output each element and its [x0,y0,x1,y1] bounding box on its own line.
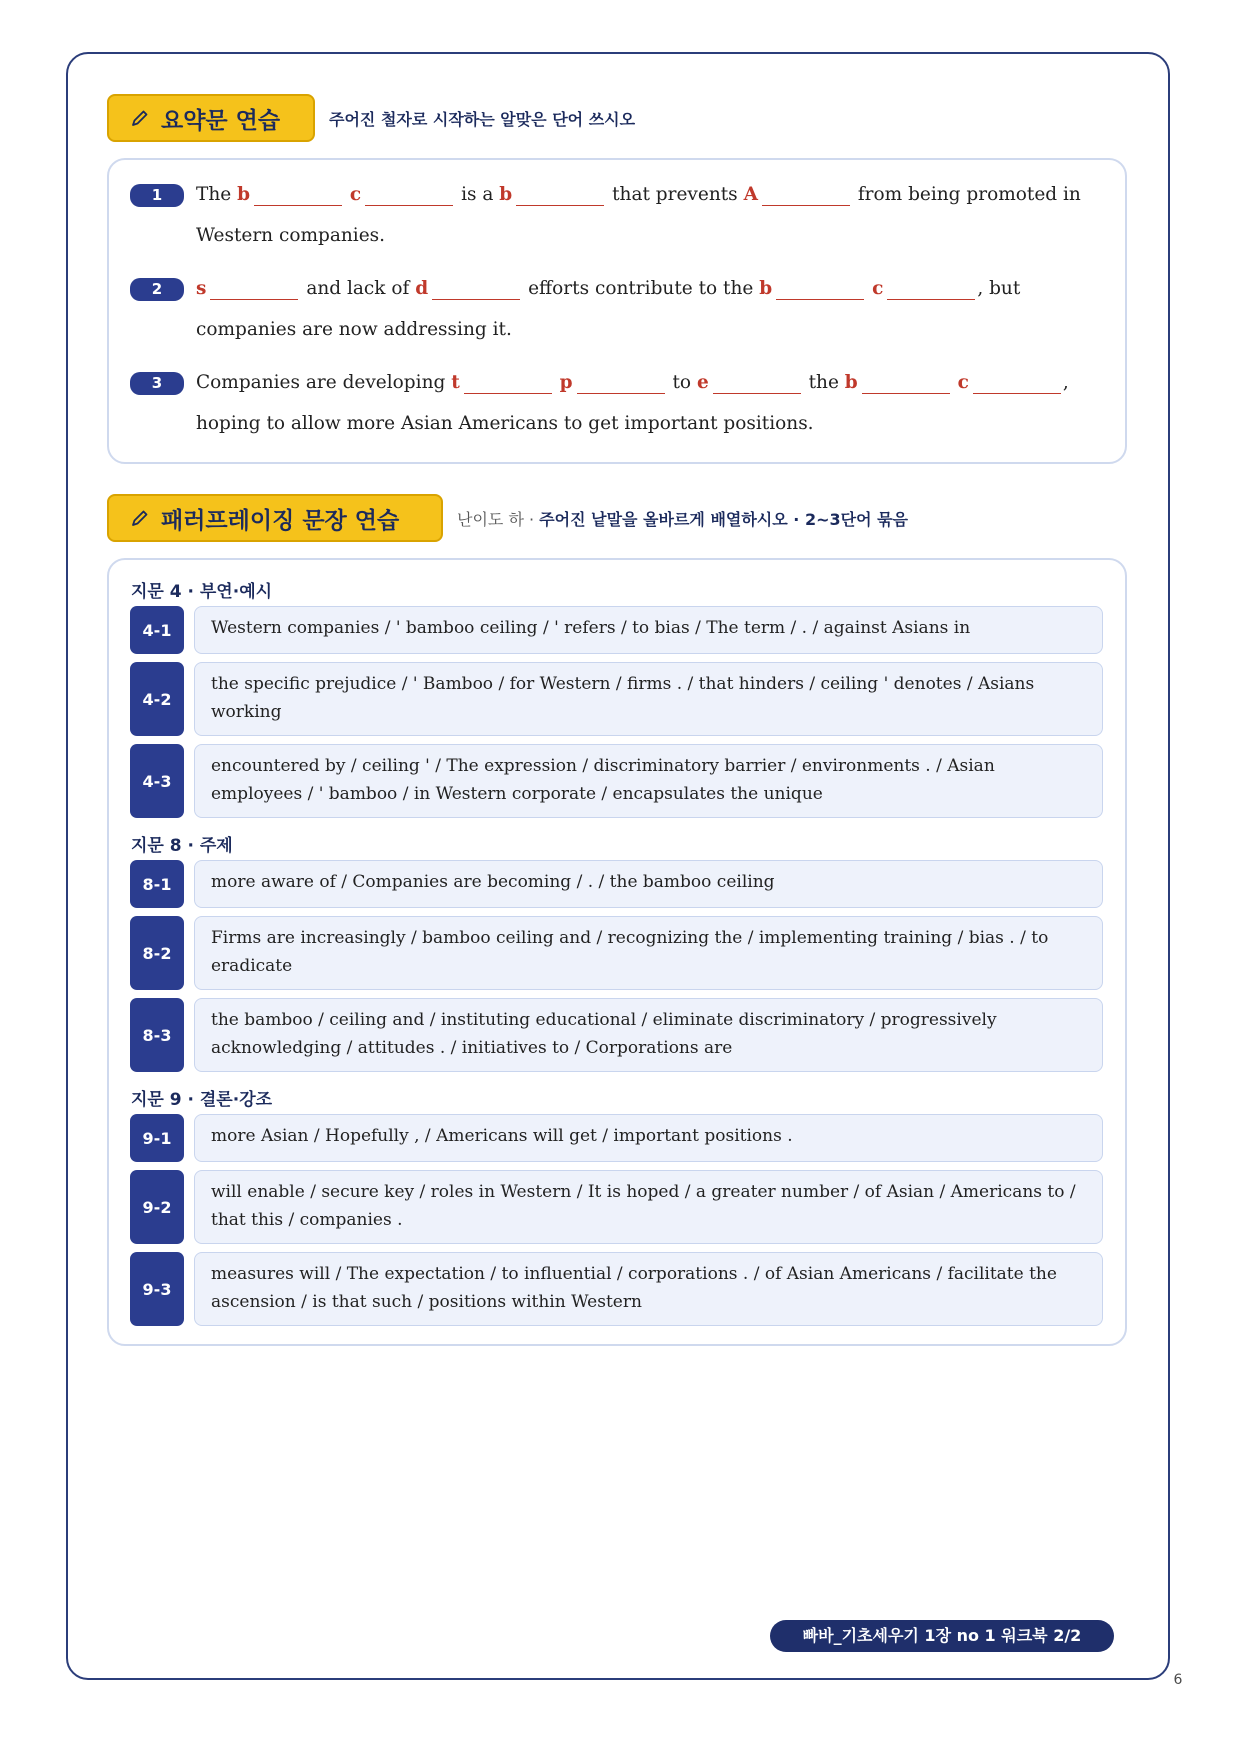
paraphrase-row-8-3 [130,998,1103,1072]
row-number: 9-2 [130,1170,184,1244]
hint-letter: d [415,278,429,299]
word-chunks: the specific prejudice / ' Bamboo / for Western / firms . / that hinders / ceiling ' denotes / Asians working [194,662,1103,736]
hint-letter: c [872,278,884,299]
word-chunks: encountered by / ceiling ' / The expression / discriminatory barrier / environments . / Asian employees / ' bamboo / in Western corporate / encapsulates the unique [194,744,1103,818]
word-chunks: measures will / The expectation / to influential / corporations . / of Asian Americans / facilitate the ascension / is that such / positions within Western [194,1252,1103,1326]
summary-sentence [196,362,1115,444]
page-number: 6 [1173,1672,1183,1688]
pencil-icon [131,109,149,127]
sentence-text: the [808,372,845,393]
passage-label: 지문 8 · 주제 [131,836,233,856]
paraphrase-section-tag [107,494,443,542]
row-number: 8-2 [130,916,184,990]
answer-blank[interactable] [365,183,453,206]
workbook-footer-label: 빠바_기초세우기 1장 no 1 워크북 2/2 [770,1620,1114,1652]
answer-blank[interactable] [577,371,665,394]
row-number: 9-1 [130,1114,184,1162]
word-chunks: Western companies / ' bamboo ceiling / ' refers / to bias / The term / . / against Asians in [194,606,1103,654]
row-number: 9-3 [130,1252,184,1326]
item-number: 1 [130,184,184,207]
answer-blank[interactable] [516,183,604,206]
answer-blank[interactable] [432,277,520,300]
passage-label: 지문 4 · 부연·예시 [131,582,273,602]
summary-item-2 [130,276,1115,350]
hint-letter: A [743,184,758,205]
hint-letter: s [196,278,207,299]
answer-blank[interactable] [776,277,864,300]
word-chunks: Firms are increasingly / bamboo ceiling and / recognizing the / implementing training / bias . / to eradicate [194,916,1103,990]
word-chunks: more Asian / Hopefully , / Americans will get / important positions . [194,1114,1103,1162]
answer-blank[interactable] [713,371,801,394]
sentence-text: efforts contribute to the [528,278,760,299]
sentence-text: , hoping to allow more Asian Americans to get important positions. [196,372,1069,434]
paraphrase-row-9-3 [130,1252,1103,1326]
sentence-text: , but companies are now addressing it. [196,278,1021,340]
hint-letter: b [759,278,773,299]
summary-section-header [107,94,635,142]
summary-instruction: 주어진 철자로 시작하는 알맞은 단어 쓰시오 [329,109,636,129]
paraphrase-instruction [457,507,908,530]
row-number: 4-1 [130,606,184,654]
answer-blank[interactable] [464,371,552,394]
sentence-text: that prevents [612,184,744,205]
summary-item-3 [130,370,1115,444]
sentence-text: from being promoted in Western companies. [196,184,1081,246]
answer-blank[interactable] [762,183,850,206]
pencil-icon [131,509,149,527]
summary-sentence [196,174,1115,256]
answer-blank[interactable] [862,371,950,394]
paraphrase-row-9-1 [130,1114,1103,1162]
instruction-text: 주어진 낱말을 올바르게 배열하시오 · 2~3단어 묶음 [539,509,909,529]
hint-letter: c [349,184,362,205]
difficulty-level: 난이도 하 · [457,509,540,529]
summary-sentence [196,268,1115,350]
paraphrase-row-8-1 [130,860,1103,908]
answer-blank[interactable] [254,183,342,206]
hint-letter: b [499,184,513,205]
sentence-text: to [672,372,697,393]
hint-letter: b [237,184,251,205]
row-number: 8-3 [130,998,184,1072]
passage-label: 지문 9 · 결론·강조 [131,1090,273,1110]
row-number: 4-2 [130,662,184,736]
answer-blank[interactable] [210,277,298,300]
hint-letter: p [559,372,573,393]
word-chunks: more aware of / Companies are becoming / . / the bamboo ceiling [194,860,1103,908]
paraphrase-row-4-3 [130,744,1103,818]
paraphrase-section-title: 패러프레이징 문장 연습 [161,507,400,534]
hint-letter: b [844,372,858,393]
item-number: 2 [130,278,184,301]
summary-item-1 [130,182,1115,256]
summary-section-title: 요약문 연습 [161,107,281,134]
answer-blank[interactable] [887,277,975,300]
paraphrase-row-8-2 [130,916,1103,990]
hint-letter: c [957,372,969,393]
paraphrase-section-header [107,494,908,542]
sentence-text: Companies are developing [196,372,452,393]
summary-section-tag [107,94,315,142]
word-chunks: the bamboo / ceiling and / instituting educational / eliminate discriminatory / progressively acknowledging / attitudes . / initiatives to / Corporations are [194,998,1103,1072]
row-number: 8-1 [130,860,184,908]
word-chunks: will enable / secure key / roles in Western / It is hoped / a greater number / of Asian / Americans to / that this / companies . [194,1170,1103,1244]
paraphrase-row-4-1 [130,606,1103,654]
hint-letter: t [451,372,460,393]
row-number: 4-3 [130,744,184,818]
hint-letter: e [696,372,709,393]
paraphrase-row-9-2 [130,1170,1103,1244]
paraphrase-row-4-2 [130,662,1103,736]
sentence-text: The [196,184,238,205]
sentence-text: is a [461,184,500,205]
answer-blank[interactable] [973,371,1061,394]
sentence-text: and lack of [306,278,416,299]
item-number: 3 [130,372,184,395]
